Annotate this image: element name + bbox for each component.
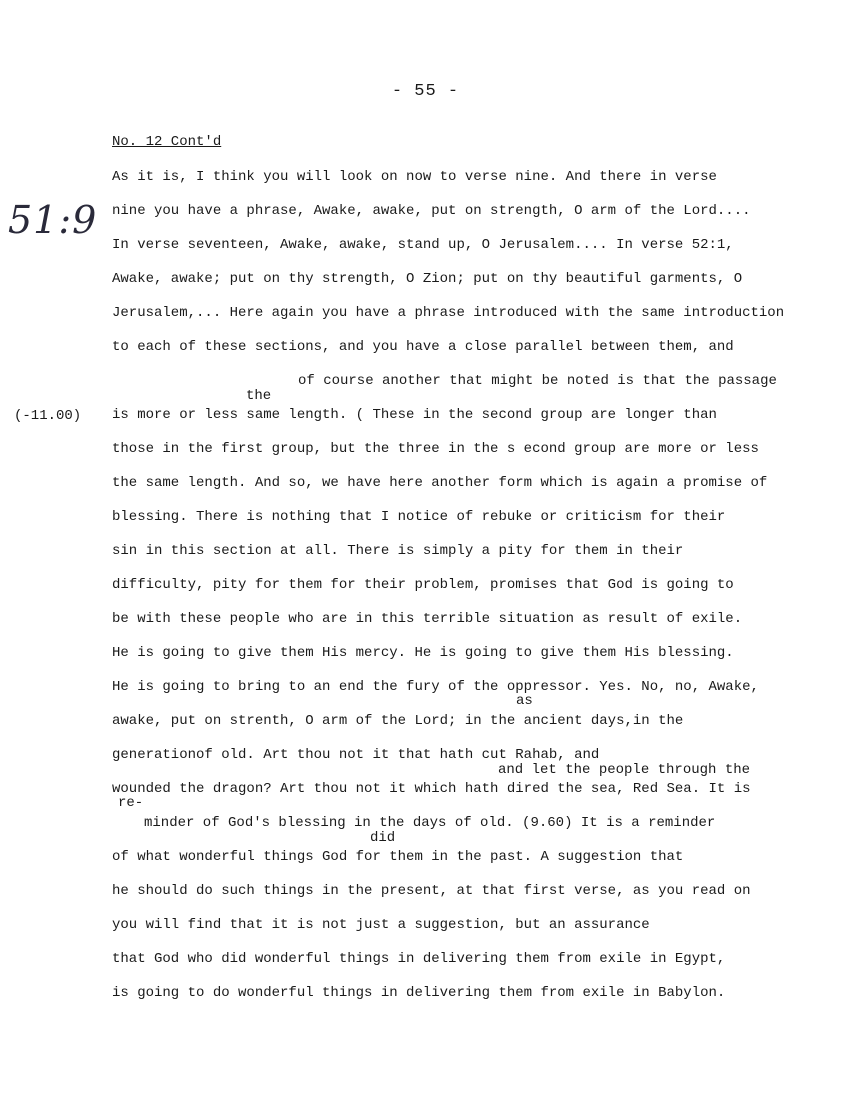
- text-line: awake, put on strenth, O arm of the Lord; in the ancient days,in the: [112, 713, 684, 729]
- text-line: is going to do wonderful things in delivering them from exile in Babylon.: [112, 985, 726, 1001]
- text-line: the same length. And so, we have here another form which is again a promise of: [112, 475, 768, 491]
- text-line: of course another that might be noted is that the passage: [298, 373, 777, 389]
- text-line: In verse seventeen, Awake, awake, stand up, O Jerusalem.... In verse 52:1,: [112, 237, 734, 253]
- text-line: He is going to give them His mercy. He is going to give them His blessing.: [112, 645, 734, 661]
- text-line: that God who did wonderful things in delivering them from exile in Egypt,: [112, 951, 726, 967]
- text-line: Awake, awake; put on thy strength, O Zion; put on thy beautiful garments, O: [112, 271, 743, 287]
- page-header: No. 12 Cont'd: [112, 134, 222, 150]
- text-line: minder of God's blessing in the days of old. (9.60) It is a reminder: [144, 815, 716, 831]
- text-line: generationof old. Art thou not it that hath cut Rahab, and: [112, 747, 600, 763]
- insert-re: re-: [118, 795, 144, 811]
- text-line: Jerusalem,... Here again you have a phrase introduced with the same introduction: [112, 305, 785, 321]
- insert-did: did: [370, 830, 396, 846]
- text-line: sin in this section at all. There is simply a pity for them in their: [112, 543, 684, 559]
- margin-note-handwritten: 51:9: [8, 198, 98, 242]
- text-line: He is going to bring to an end the fury of the oppressor. Yes. No, no, Awake,: [112, 679, 759, 695]
- text-line: nine you have a phrase, Awake, awake, put on strength, O arm of the Lord....: [112, 203, 751, 219]
- text-line: you will find that it is not just a suggestion, but an assurance: [112, 917, 650, 933]
- text-line: difficulty, pity for them for their problem, promises that God is going to: [112, 577, 734, 593]
- transcript-body: [112, 166, 832, 1016]
- insert-as: as: [516, 693, 533, 709]
- text-line: those in the first group, but the three in the s econd group are more or less: [112, 441, 759, 457]
- text-line: wounded the dragon? Art thou not it which hath dired the sea, Red Sea. It is: [112, 781, 751, 797]
- timestamp-note: (-11.00): [14, 408, 82, 424]
- text-line: to each of these sections, and you have a close parallel between them, and: [112, 339, 734, 355]
- insert-the: the: [246, 388, 272, 404]
- text-line: is more or less same length. ( These in the second group are longer than: [112, 407, 717, 423]
- text-line: be with these people who are in this terrible situation as result of exile.: [112, 611, 743, 627]
- text-line: blessing. There is nothing that I notice of rebuke or criticism for their: [112, 509, 726, 525]
- text-line: he should do such things in the present, at that first verse, as you read on: [112, 883, 751, 899]
- insert-let-people: and let the people through the: [498, 762, 751, 778]
- page-number: - 55 -: [391, 82, 460, 101]
- text-line: As it is, I think you will look on now to verse nine. And there in verse: [112, 169, 717, 185]
- text-line: of what wonderful things God for them in the past. A suggestion that: [112, 849, 684, 865]
